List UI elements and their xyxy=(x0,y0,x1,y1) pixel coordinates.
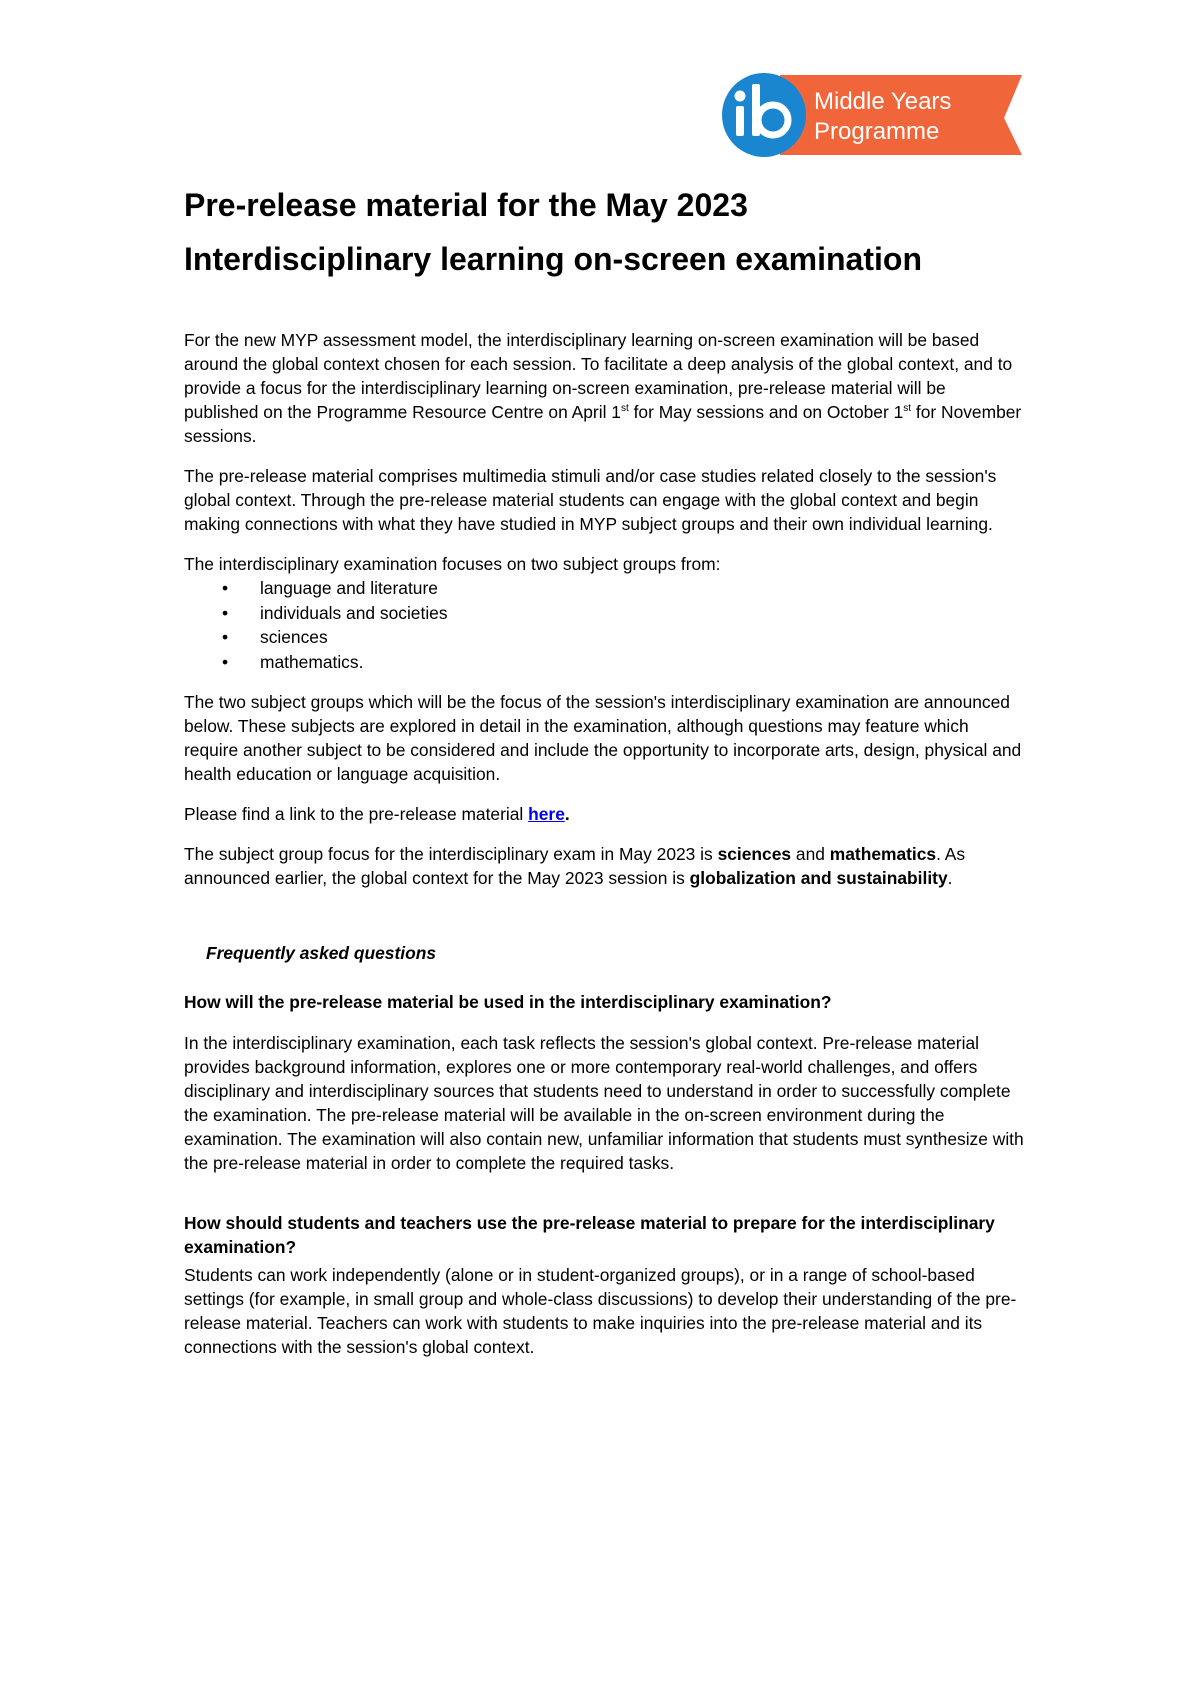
announcement-paragraph: The two subject groups which will be the focus of the session's interdisciplinary examination are announced below. These subjects are explored in detail in the examination, although questions may feature which require another subject to be considered and include the opportunity to incorporate arts, design, physical and health education or language acquisition. xyxy=(184,692,1022,784)
intro-sup-1: st xyxy=(620,403,629,415)
link-paragraph xyxy=(184,802,1024,826)
subject-groups-list xyxy=(184,576,1024,674)
faq-answer-2: Students can work independently (alone or in student-organized groups), or in a range of school-based settings (for example, in small group and whole-class discussions) to develop their understanding of the pre-release material. Teachers can work with students to make inquiries into the pre-release material and its connections with the session's global context. xyxy=(184,1265,1017,1357)
faq-question-2: How should students and teachers use the pre-release material to prepare for the interdisciplinary examination? xyxy=(184,1213,995,1257)
list-item xyxy=(184,650,1024,675)
list-item-text: mathematics. xyxy=(260,651,364,672)
ib-myp-logo xyxy=(722,70,1022,160)
logo-i-dot xyxy=(735,91,746,102)
focus-text-3: . As announced earlier, the global context for the May 2023 session is xyxy=(184,844,966,888)
list-item-text: individuals and societies xyxy=(260,602,448,623)
pre-release-link[interactable]: here xyxy=(528,804,565,824)
intro-text-3: for November sessions. xyxy=(184,402,1022,446)
list-item-text: language and literature xyxy=(260,578,438,598)
intro-paragraph xyxy=(184,328,1024,448)
bullet-icon: • xyxy=(222,578,229,598)
focus-text-4: . xyxy=(947,868,953,888)
list-item xyxy=(184,576,1024,601)
focus-statement xyxy=(184,842,1024,890)
focus-mathematics: mathematics xyxy=(829,844,937,864)
list-item xyxy=(184,601,1024,626)
faq-answer-1: In the interdisciplinary examination, each task reflects the session's global context. Pre-release material provides background information, explores one or more contemporary real-world challenges, and offers disciplinary and interdisciplinary sources that students need to understand in order to successfully complete the examination. The pre-release material will be available in the on-screen environment during the examination. The examination will also contain new, unfamiliar information that students must synthesize with the pre-release material in order to complete the required tasks. xyxy=(184,1033,1024,1173)
bullet-icon: • xyxy=(222,651,229,672)
intro-sup-2: st xyxy=(903,403,912,415)
faq-question-1: How will the pre-release material be used in the interdisciplinary examination? xyxy=(184,992,832,1012)
link-prefix: Please find a link to the pre-release material xyxy=(184,804,529,824)
ib-logo-icon xyxy=(722,70,1022,160)
focus-sciences: sciences xyxy=(717,844,792,864)
link-suffix: . xyxy=(564,804,570,824)
focus-text-2: and xyxy=(791,844,830,864)
bullet-icon: • xyxy=(222,627,229,647)
list-item-text: sciences xyxy=(260,627,328,647)
intro-text-1: For the new MYP assessment model, the interdisciplinary learning on-screen examination will be based around the global context chosen for each session. To facilitate a deep analysis of the global context, and to provide a focus for the interdisciplinary learning on-screen examination, pre-release material will be published on the Programme Resource Centre on April 1 xyxy=(184,330,1013,422)
focus-text-1: The subject group focus for the interdisciplinary exam in May 2023 is xyxy=(184,844,718,864)
description-paragraph: The pre-release material comprises multimedia stimuli and/or case studies related closely to the session's global context. Through the pre-release material students can engage with the global context and begin making connections with what they have studied in MYP subject groups and their own individual learning. xyxy=(184,466,997,534)
bullet-icon: • xyxy=(222,602,229,623)
focus-global-context: globalization and sustainability xyxy=(689,868,948,888)
title-line1: Pre-release material for the May 2023 xyxy=(184,187,748,223)
focus-intro: The interdisciplinary examination focuses on two subject groups from: xyxy=(184,554,721,574)
faq-title: Frequently asked questions xyxy=(206,943,437,963)
logo-line1: Middle Years xyxy=(814,88,952,115)
page-title xyxy=(184,178,1024,286)
list-item xyxy=(184,625,1024,650)
logo-i-stem xyxy=(736,106,744,136)
logo-circle xyxy=(722,73,806,157)
logo-line2: Programme xyxy=(814,118,940,145)
title-line2: Interdisciplinary learning on-screen examination xyxy=(184,241,922,277)
document-body xyxy=(184,178,1024,1359)
intro-text-2: for May sessions and on October 1 xyxy=(628,402,904,422)
